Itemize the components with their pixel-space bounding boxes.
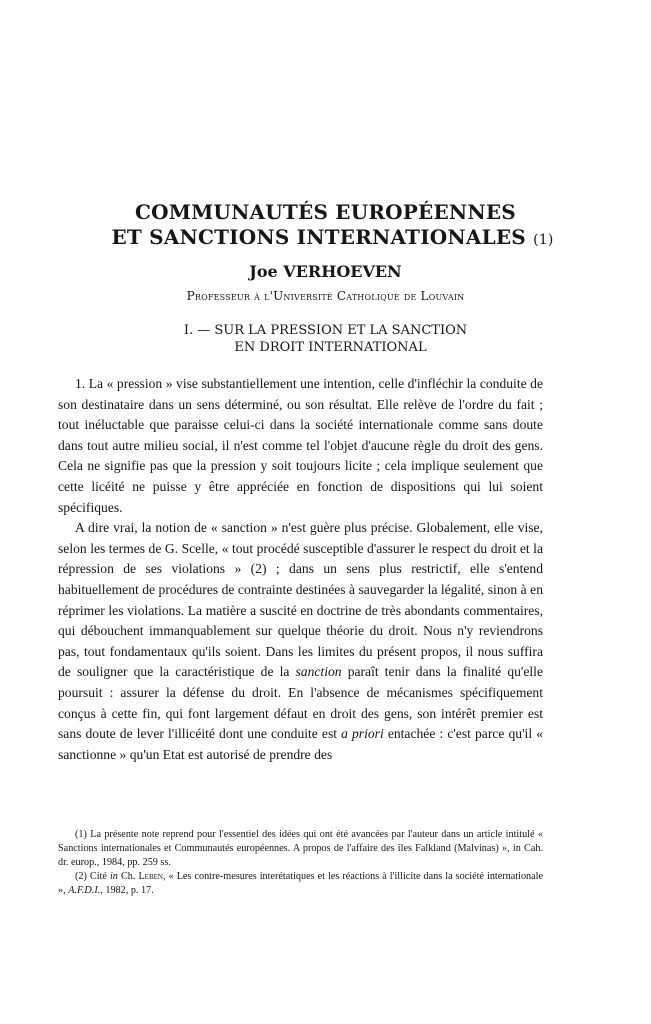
paragraph-2-part-b: paraît tenir dans la finalité qu'elle poursuit : assurer la défense du droit. En l'absence de mécanismes spécifiquement conçus à cette fin, qui font largement défaut en droit des gens, son intérêt premier est sans doute de lever l'illicéité dont une conduite est [58,664,543,742]
footnote-1: (1) La présente note reprend pour l'essentiel des idées qui ont été avancées par l'auteur dans un article intitulé « Sanctions internationales et Communautés européennes. A propos de l'affaire des îles Falkland (Malvinas) », in Cah. dr. europ., 1984, pp. 259 ss. [58,829,543,868]
article-title [60,200,591,253]
paragraph-2-part-a: A dire vrai, la notion de « sanction » n'est guère plus précise. Globalement, elle vise, selon les termes de G. Scelle, « tout procédé susceptible d'assurer le respect du droit et la répression de ses violations » (2) ; dans un sens plus restrictif, elle s'entend habituellement de procédures de contrainte destinées à sauvegarder la légalité, sinon à en réprimer les violations. La matière a suscité en doctrine de très abondants commentaires, qui débouchent immanquablement sur quelque théorie du droit. Nous n'y reviendrons pas, tout fondamentaux qu'ils soient. Dans les limites du présent propos, il nous suffira de souligner que la caractéristique de la [58,520,543,680]
author-name: Joe VERHOEVEN [249,262,402,281]
title-line-2 [74,225,591,253]
section-heading [60,322,591,356]
title-line-1: COMMUNAUTÉS EUROPÉENNES [135,200,516,224]
paragraph-1: 1. La « pression » vise substantiellement une intention, celle d'infléchir la conduite de son destinataire dans un sens déterminé, ou son résultat. Elle relève de l'ordre du fait ; tout inéluctable que paraisse celui-ci dans la société internationale comme sans doute dans tout autre milieu social, il n'est comme tel l'objet d'aucune règle du droit des gens. Cela ne signifie pas que la pression y soit toujours licite ; cela implique seulement que cette licéité ne puisse y être appréciée en fonction de dispositions qui lui soient spécifiques. [58,376,543,515]
section-heading-line-1: I. — SUR LA PRESSION ET LA SANCTION [183,323,468,338]
footnote-2-part-a: (2) Cité [75,871,110,882]
author-affiliation: Professeur à l'Université Catholique de Louvain [186,289,465,303]
footnote-2-journal: A.F.D.I. [68,885,101,896]
paragraph-2-emphasis-a-priori: a priori [341,726,384,742]
paragraph-2-part-c: entachée : c'est parce qu'il « sanctionne » qu'un Etat est autorisé de prendre des [58,726,543,762]
footnote-2-part-d: , 1982, p. 17. [100,885,154,896]
footnote-2 [58,870,543,898]
paragraph-2 [58,518,543,765]
title-footnote-ref: (1) [533,232,554,248]
section-heading-line-2: EN DROIT INTERNATIONAL [234,340,427,355]
footnote-2-in: in [109,871,118,882]
footnote-2-author: Leben [138,871,163,882]
body-text [58,374,543,765]
footnotes [58,828,543,898]
paragraph-2-emphasis-sanction: sanction [295,664,342,680]
footnote-2-part-c: , « Les contre-mesures interétatiques et les réactions à l'illicite dans la société internationale », [58,871,544,896]
title-line-2-text: ET SANCTIONS INTERNATIONALES [111,225,526,249]
footnote-2-part-b: Ch. [117,871,139,882]
